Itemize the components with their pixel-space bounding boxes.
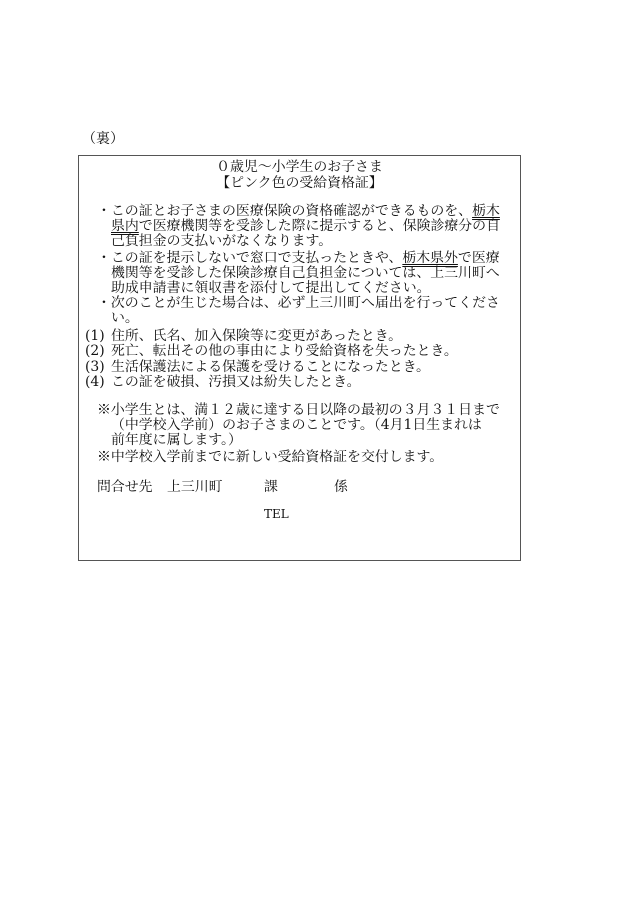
contact-label: 問合せ先: [97, 479, 153, 495]
underlined-text: 栃木: [472, 203, 500, 219]
condition-2-text: 死亡、転出その他の事由により受給資格を失ったとき。: [111, 343, 458, 359]
condition-4-text: この証を破損、汚損又は紛失したとき。: [111, 374, 361, 390]
condition-3-number: (3): [85, 359, 105, 375]
bullet-1-line-3: 己負担金の支払いがなくなります。: [111, 233, 333, 249]
bullet-text: 次のことが生じた場合は、必ず上三川町へ届出を行ってくださ: [110, 295, 500, 311]
note-2-line-1: [97, 450, 443, 465]
condition-4-number: (4): [85, 374, 105, 390]
note-marker: ※: [97, 402, 111, 418]
card-subtitle: 【ピンク色の受給資格証】: [216, 175, 383, 191]
condition-1-number: (1): [85, 328, 105, 344]
contact-section: 課: [264, 479, 278, 495]
note-1-line-3: 前年度に属します。）: [111, 432, 242, 448]
contact-subsection: 係: [334, 479, 348, 495]
condition-3-text: 生活保護法による保護を受けることになったとき。: [111, 359, 430, 375]
bullet-3-line-2: い。: [111, 310, 139, 326]
note-text: 小学生とは、満１２歳に達する日以降の最初の３月３１日まで: [110, 402, 500, 418]
note-1-line-2: （中学校入学前）のお子さまのことです。（4月1日生まれは: [111, 417, 482, 433]
bullet-3-line-1: [97, 296, 500, 311]
condition-2-number: (2): [85, 343, 105, 359]
bullet-marker: ・: [97, 295, 111, 311]
bullet-marker: ・: [97, 203, 111, 219]
bullet-2-line-2: 機関等を受診した保険診療自己負担金については、上三川町へ: [111, 265, 500, 281]
bullet-text: で医療: [457, 250, 500, 266]
bullet-text: で医療機関等を受診した際に提示すると、保険診療分の自: [138, 218, 500, 234]
bullet-1-line-1: [97, 204, 500, 219]
bullet-2-line-1: [97, 251, 500, 266]
contact-tel-label: TEL: [264, 507, 289, 521]
underlined-text: 県内: [111, 218, 139, 234]
bullet-text: この証とお子さまの医療保険の資格確認ができるものを、: [110, 203, 473, 219]
page-side-label: （裏）: [82, 131, 124, 147]
bullet-1-line-2: [111, 219, 500, 234]
bullet-text: この証を提示しないで窓口で支払ったときや、: [110, 250, 403, 266]
note-text: 中学校入学前までに新しい受給資格証を交付します。: [110, 449, 444, 465]
bullet-marker: ・: [97, 250, 111, 266]
condition-1-text: 住所、氏名、加入保険等に変更があったとき。: [111, 328, 403, 344]
underlined-text: 栃木県外: [402, 250, 458, 266]
card-title: ０歳児～小学生のお子さま: [216, 159, 383, 175]
note-marker: ※: [97, 449, 111, 465]
note-1-line-1: [97, 403, 500, 418]
bullet-2-line-3: 助成申請書に領収書を添付して提出してください。: [111, 280, 431, 296]
contact-town: 上三川町: [167, 479, 223, 495]
